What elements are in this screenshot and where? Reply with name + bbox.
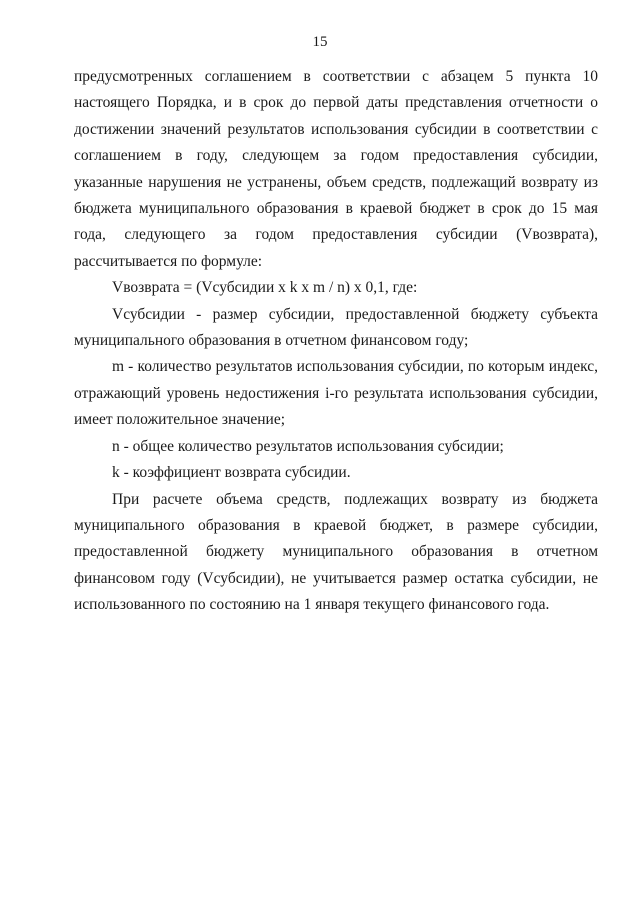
definition-m: m - количество результатов использования субсидии, по которым индекс, отражающий уровень недостижения i-го результата использования субсидии, имеет положительное значение; — [74, 358, 598, 429]
definition-v-subsidy: Vсубсидии - размер субсидии, предоставленной бюджету субъекта муниципального образования в отчетном финансовом году; — [74, 305, 598, 350]
paragraph-calculation-note: При расчете объема средств, подлежащих возврату из бюджета муниципального образования в краевой бюджет, в размере субсидии, предоставленной бюджету муниципального образования в отчетном финансовом году (Vсубсидии), не учитывается размер остатка субсидии, не использованного по состоянию на 1 января текущего финансового года. — [74, 490, 598, 614]
definition-n: n - общее количество результатов использования субсидии; — [112, 437, 504, 455]
definition-k: k - коэффициент возврата субсидии. — [112, 464, 351, 482]
paragraph-continuation: предусмотренных соглашением в соответствии с абзацем 5 пункта 10 настоящего Порядка, и в срок до первой даты представления отчетности о достижении значений результатов использования субсидии в соответствии с соглашением в году, следующем за годом предоставления субсидии, указанные нарушения не устранены, объем средств, подлежащий возврату из бюджета муниципального образования в краевой бюджет в срок до 15 мая года, следующего за годом предоставления субсидии (Vвозврата), рассчитывается по формуле: — [74, 68, 598, 270]
formula-paragraph: Vвозврата = (Vсубсидии x k x m / n) x 0,1, где: — [112, 279, 418, 297]
page-number: 15 — [312, 34, 328, 50]
document-body — [74, 64, 598, 619]
